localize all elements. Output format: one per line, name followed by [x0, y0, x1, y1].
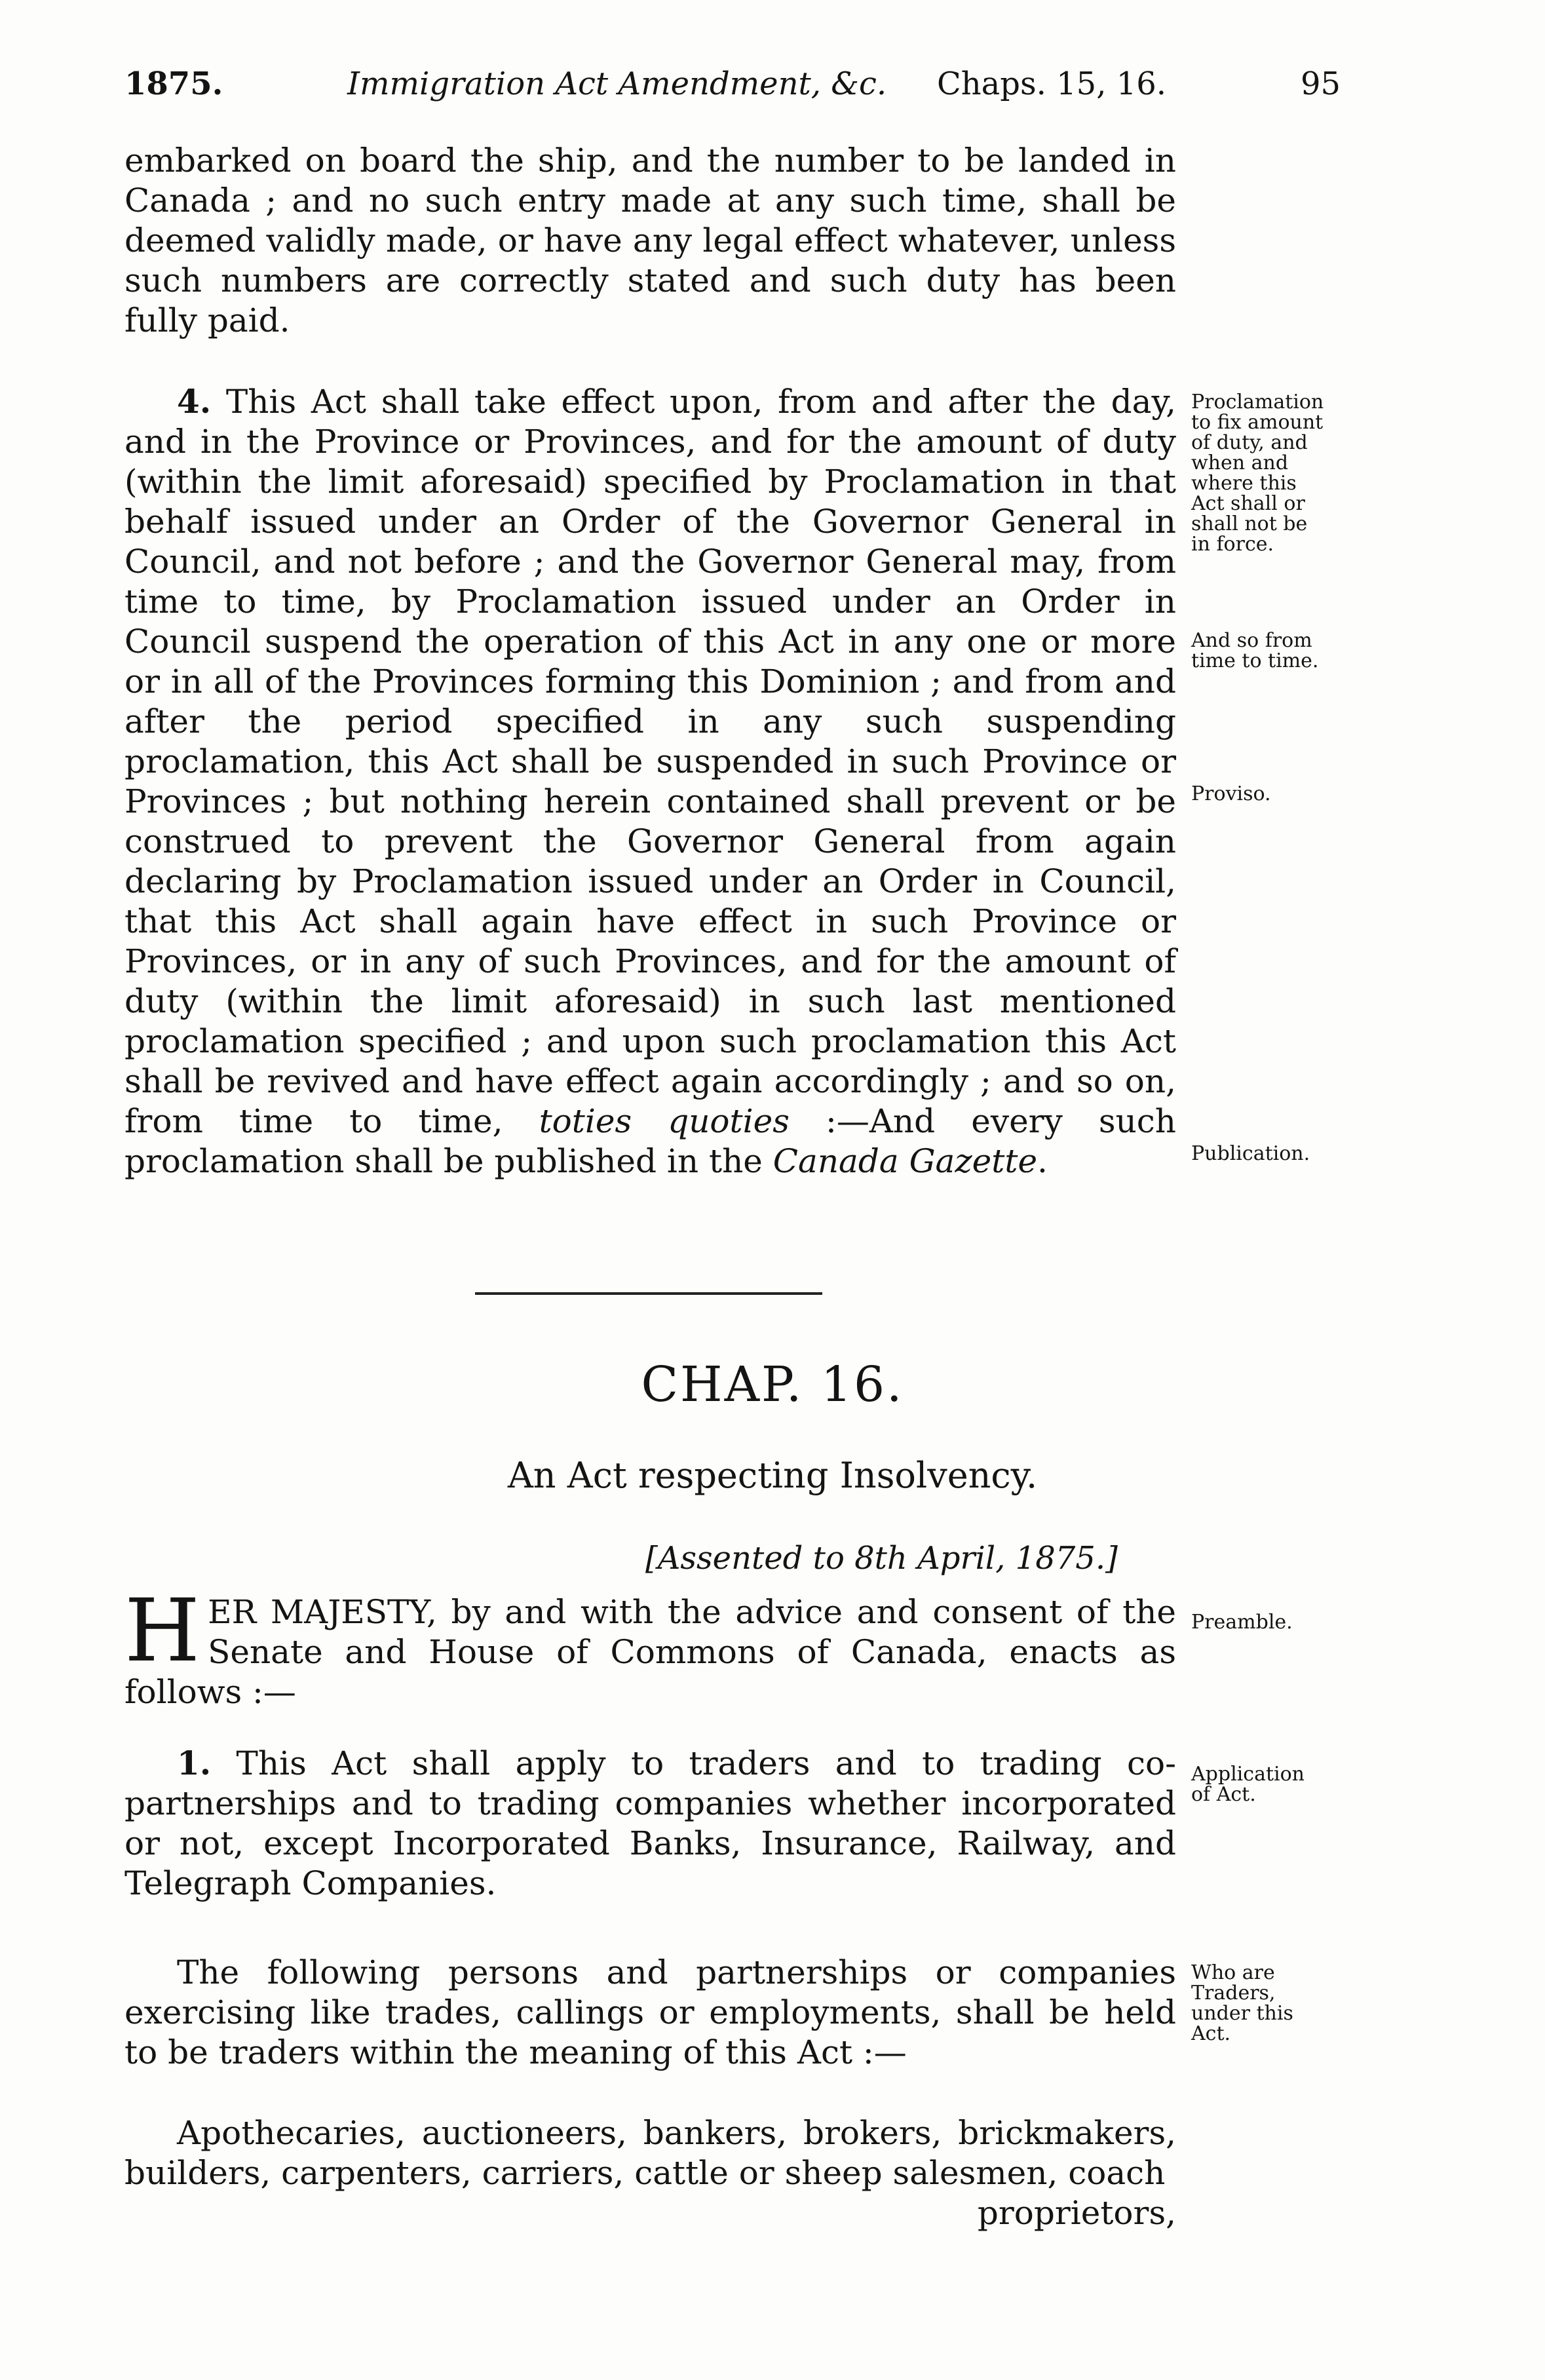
margin-note-preamble: Preamble. [1191, 1611, 1293, 1634]
traders-list-text: Apothecaries, auctioneers, bankers, brokers, brickmakers, builders, carpenters, carriers, cattle or sheep salesmen, coach [124, 2114, 1176, 2192]
margin-note-and-so-from: And so from time to time. [1191, 629, 1319, 672]
drop-cap: H [124, 1581, 200, 1681]
margin-note-proviso: Proviso. [1191, 782, 1271, 805]
margin-note-publication: Publication. [1191, 1142, 1310, 1165]
section-4 [124, 381, 1176, 1181]
traders-list [124, 2113, 1176, 2233]
margin-note-proclamation: Proclamation to fix amount of duty, and when and where this Act shall or shall not be in force. [1191, 391, 1324, 556]
act-title: An Act respecting Insolvency. [507, 1455, 1038, 1496]
running-header [0, 66, 1545, 111]
continuation-paragraph [124, 141, 1176, 341]
section-4-text: 4. This Act shall take effect upon, from and after the day, and in the Province or Provinces, and for the amount of duty (within the limit aforesaid) specified by Proclamation in that behalf issued under an Order of the Governor General in Council, and not before ; and the Governor General may, from time to time, by Proclamation issued under an Order in Council suspend the operation of this Act in any one or more or in all of the Provinces forming this Dominion ; and from and after the period specified in any such suspending proclamation, this Act shall be suspended in such Province or Provinces ; but nothing herein contained shall prevent or be construed to prevent the Governor General from again declaring by Proclamation issued under an Order in Council, that this Act shall again have effect in such Province or Provinces, or in any of such Provinces, and for the amount of duty (within the limit aforesaid) in such last mentioned proclamation specified ; and upon such proclamation this Act shall be revived and have effect again accordingly ; and so on, from time to time, toties quoties :—And every such proclamation shall be published in the Canada Gazette. [124, 382, 1176, 1180]
section-1-number: 1. [177, 1744, 212, 1782]
chapter-heading: CHAP. 16. [641, 1356, 904, 1413]
section-1 [124, 1743, 1176, 1904]
margin-note-who-are-traders: Who are Traders, under this Act. [1191, 1961, 1293, 2045]
page-number: 95 [1301, 66, 1341, 102]
preamble [124, 1581, 1176, 1712]
header-year: 1875. [124, 66, 223, 102]
assent-date: [Assented to 8th April, 1875.] [645, 1540, 1118, 1577]
continuation-text: embarked on board the ship, and the number to be landed in Canada ; and no such entry made at any such time, shall be deemed validly made, or have any legal effect whatever, unless such numbers are correctly stated and such duty has been fully paid. [124, 142, 1176, 339]
header-chapters: Chaps. 15, 16. [937, 66, 1167, 102]
toties-quoties: toties quoties [539, 1102, 790, 1140]
section-4-number: 4. [177, 382, 212, 421]
section-divider [475, 1292, 822, 1295]
preamble-text: HER MAJESTY, by and with the advice and consent of the Senate and House of Commons of Canada, enacts as follows :— [124, 1581, 1176, 1711]
margin-note-application: Application of Act. [1191, 1763, 1305, 1806]
traders-intro-text: The following persons and partnerships or companies exercising like trades, callings or employments, shall be held to be traders within the meaning of this Act :— [124, 1953, 1176, 2071]
canada-gazette: Canada Gazette [772, 1142, 1038, 1180]
section-1-text: 1. This Act shall apply to traders and to trading co-partnerships and to trading companies whether incorporated or not, except Incorporated Banks, Insurance, Railway, and Telegraph Companies. [124, 1744, 1176, 1902]
header-title: Immigration Act Amendment, &c. [347, 66, 887, 102]
traders-intro [124, 1953, 1176, 2073]
catchword: proprietors, [977, 2194, 1176, 2232]
